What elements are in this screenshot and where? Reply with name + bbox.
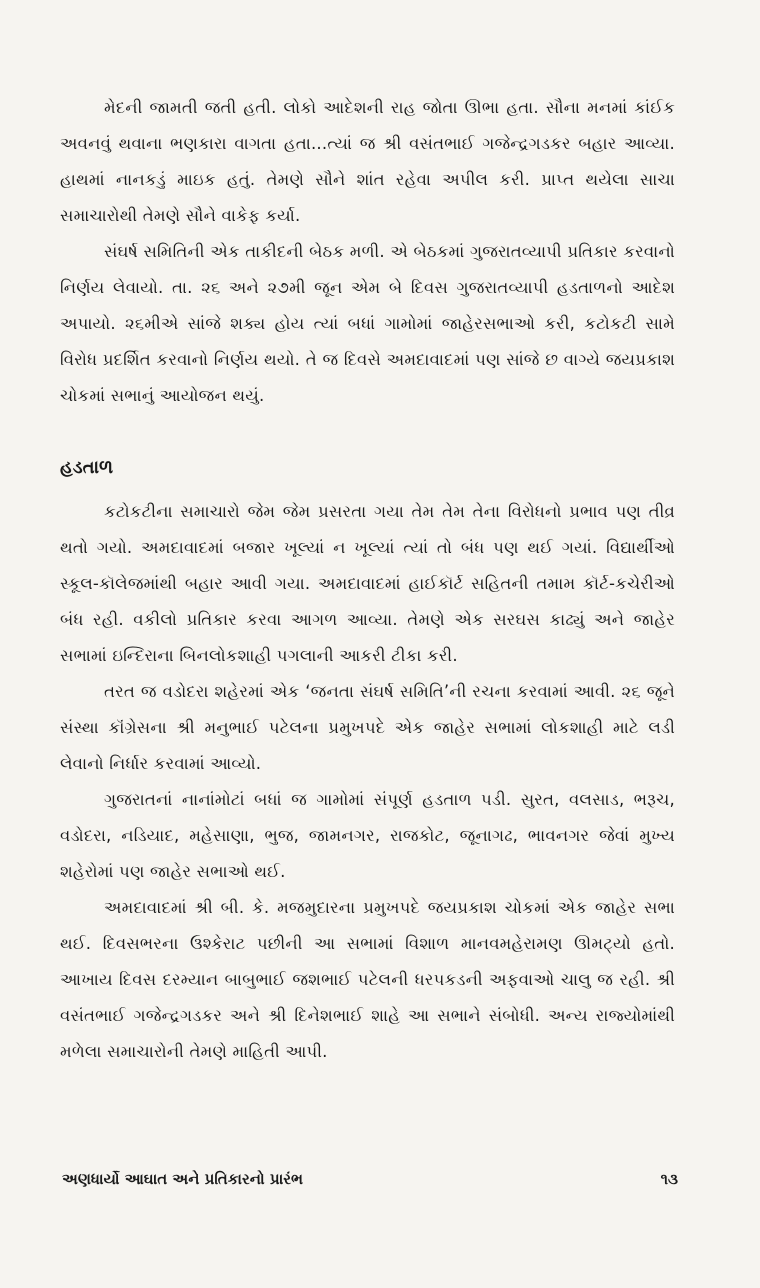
paragraph: મેદની જામતી જતી હતી. લોકો આદેશની રાહ જોતા ઊભા હતા. સૌના મનમાં કાંઈક અવનવું થવાના ભણકારા વાગતા હતા...ત્યાં જ શ્રી વસંતભાઈ ગજેન્દ્રગડકર બહાર આવ્યા. હાથમાં નાનકડું માઇક હતું. તેમણે સૌને શાંત રહેવા અપીલ કરી. પ્રાપ્ત થયેલા સાચા સમાચારોથી તેમણે સૌને વાકેફ કર્યા. bbox=[60, 98, 675, 225]
section-heading: હડતાળ bbox=[60, 457, 114, 478]
paragraph: ગુજરાતનાં નાનાંમોટાં બધાં જ ગામોમાં સંપૂર્ણ હડતાળ પડી. સુરત, વલસાડ, ભરૂચ, વડોદરા, નડિયાદ, મહેસાણા, ભુજ, જામનગર, રાજકોટ, જૂનાગઢ, ભાવનગર જેવાં મુખ્ય શહેરોમાં પણ જાહેર સભાઓ થઈ. bbox=[60, 790, 675, 881]
paragraph: તરત જ વડોદરા શહેરમાં એક ‘જનતા સંઘર્ષ સમિતિ’ની રચના કરવામાં આવી. ૨૬ જૂને સંસ્થા કૉંગ્રેસના શ્રી મનુભાઈ પટેલના પ્રમુખપદે એક જાહેર સભામાં લોકશાહી માટે લડી લેવાનો નિર્ધાર કરવામાં આવ્યો. bbox=[60, 682, 675, 773]
page-number: ૧૩ bbox=[660, 1170, 678, 1188]
page-body bbox=[60, 90, 675, 1070]
running-title: અણધાર્યો આઘાત અને પ્રતિકારનો પ્રારંભ bbox=[62, 1170, 304, 1188]
paragraph: સંઘર્ષ સમિતિની એક તાકીદની બેઠક મળી. એ બેઠકમાં ગુજરાતવ્યાપી પ્રતિકાર કરવાનો નિર્ણય લેવાયો. તા. ૨૬ અને ૨૭મી જૂન એમ બે દિવસ ગુજરાતવ્યાપી હડતાળનો આદેશ અપાયો. ૨૬મીએ સાંજે શક્ય હોય ત્યાં બધાં ગામોમાં જાહેરસભાઓ કરી, કટોકટી સામે વિરોધ પ્રદર્શિત કરવાનો નિર્ણય થયો. તે જ દિવસે અમદાવાદમાં પણ સાંજે છ વાગ્યે જયપ્રકાશ ચોકમાં સભાનું આયોજન થયું. bbox=[60, 242, 675, 405]
paragraph: અમદાવાદમાં શ્રી બી. કે. મજમુદારના પ્રમુખપદે જયપ્રકાશ ચોકમાં એક જાહેર સભા થઈ. દિવસભરના ઉશ્કેરાટ પછીની આ સભામાં વિશાળ માનવમહેરામણ ઊમટ્યો હતો. આખાય દિવસ દરમ્યાન બાબુભાઈ જશભાઈ પટેલની ધરપકડની અફવાઓ ચાલુ જ રહી. શ્રી વસંતભાઈ ગજેન્દ્રગડકર અને શ્રી દિનેશભાઈ શાહે આ સભાને સંબોધી. અન્ય રાજ્યોમાંથી મળેલા સમાચારોની તેમણે માહિતી આપી. bbox=[60, 898, 675, 1061]
page-footer bbox=[62, 1170, 678, 1188]
paragraph: કટોકટીના સમાચારો જેમ જેમ પ્રસરતા ગયા તેમ તેમ તેના વિરોધનો પ્રભાવ પણ તીવ્ર થતો ગયો. અમદાવાદમાં બજાર ખૂલ્યાં ન ખૂલ્યાં ત્યાં તો બંધ પણ થઈ ગયાં. વિદ્યાર્થીઓ સ્કૂલ-કૉલેજમાંથી બહાર આવી ગયા. અમદાવાદમાં હાઈકૉર્ટ સહિતની તમામ કૉર્ટ-કચેરીઓ બંધ રહી. વકીલો પ્રતિકાર કરવા આગળ આવ્યા. તેમણે એક સરઘસ કાઢ્યું અને જાહેર સભામાં ઇન્દિરાના બિનલોકશાહી પગલાની આકરી ટીકા કરી. bbox=[60, 502, 675, 665]
